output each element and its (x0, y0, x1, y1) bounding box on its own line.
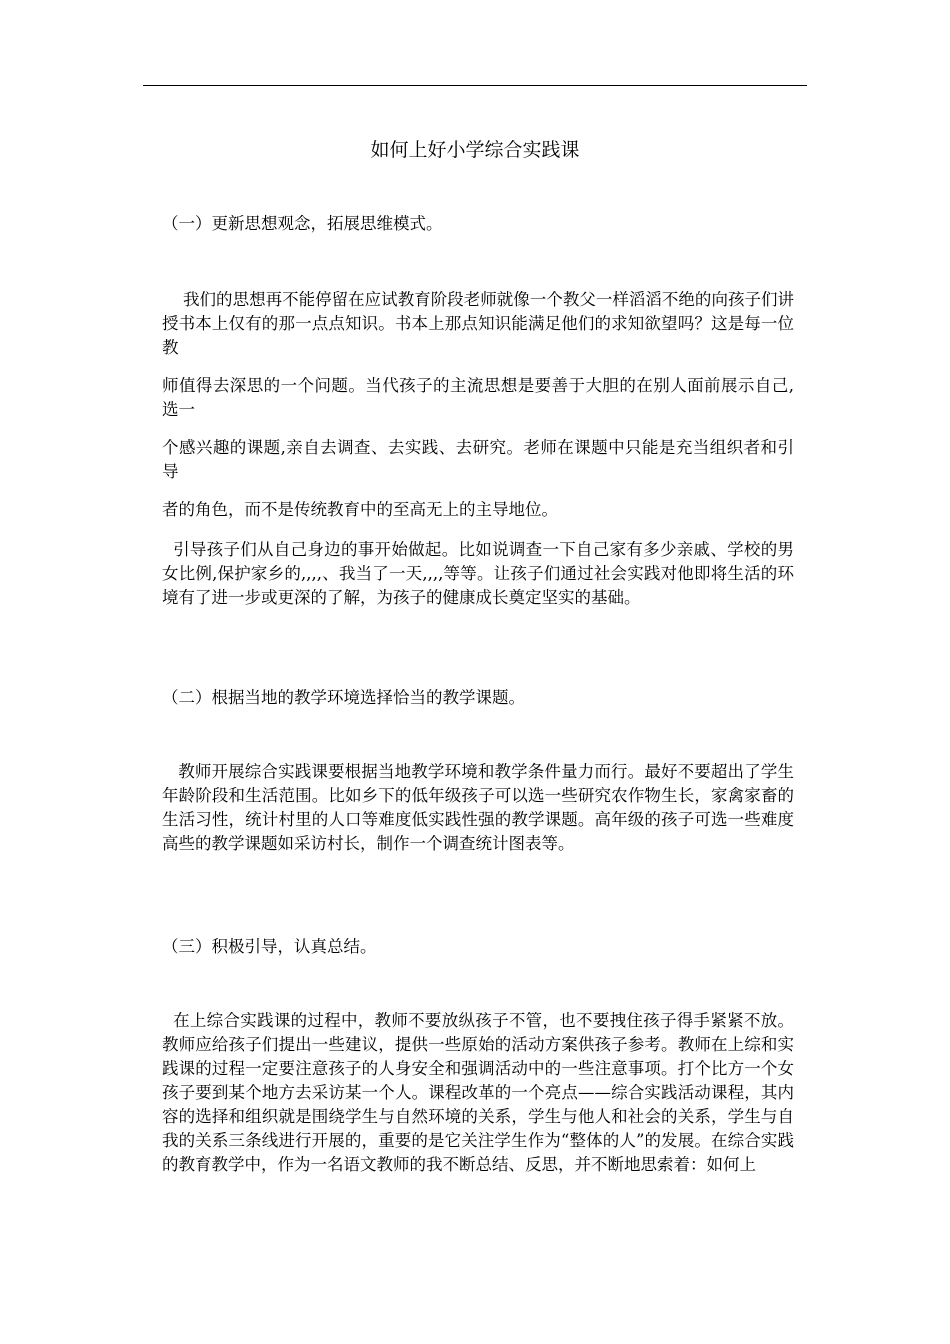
document-title: 如何上好小学综合实践课 (370, 139, 580, 161)
paragraph-7: 在上综合实践课的过程中，教师不要放纵孩子不管，也不要拽住孩子得手紧紧不放。教师应给孩子们提出一些建议，提供一些原始的活动方案供孩子参考。教师在上综和实践课的过程一定要注意孩子的人身安全和强调活动中的一些注意事项。打个比方一个女孩子要到某个地方去采访某一个人。课程改革的一个亮点——综合实践活动课程，其内容的选择和组织就是围绕学生与自然环境的关系，学生与他人和社会的关系，学生与自我的关系三条线进行开展的，重要的是它关注学生作为“整体的人”的发展。在综合实践的教育教学中，作为一名语文教师的我不断总结、反思，并不断地思索着：如何上 (162, 1011, 794, 1174)
header-rule (143, 85, 807, 86)
section-heading-2: （二）根据当地的教学环境选择恰当的教学课题。 (162, 688, 525, 707)
paragraph-6: 教师开展综合实践课要根据当地教学环境和教学条件量力而行。最好不要超出了学生年龄阶段和生活范围。比如乡下的低年级孩子可以选一些研究农作物生长，家禽家畜的生活习性，统计村里的人口等难度低实践性强的教学课题。高年级的孩子可选一些难度高些的教学课题如采访村长，制作一个调查统计图表等。 (162, 762, 794, 853)
paragraph-2: 师值得去深思的一个问题。当代孩子的主流思想是要善于大胆的在别人面前展示自己,选一 (162, 376, 794, 419)
paragraph-5: 引导孩子们从自己身边的事开始做起。比如说调查一下自己家有多少亲戚、学校的男女比例,保护家乡的,,,,、我当了一天,,,,等等。让孩子们通过社会实践对他即将生活的环境有了进一步或更深的了解，为孩子的健康成长奠定坚实的基础。 (162, 540, 794, 607)
paragraph-4: 者的角色，而不是传统教育中的至高无上的主导地位。 (162, 500, 558, 519)
section-heading-1: （一）更新思想观念，拓展思维模式。 (162, 214, 443, 233)
paragraph-3: 个感兴趣的课题,亲自去调查、去实践、去研究。老师在课题中只能是充当组织者和引导 (162, 438, 794, 481)
section-heading-3: （三）积极引导，认真总结。 (162, 937, 377, 956)
paragraph-1: 我们的思想再不能停留在应试教育阶段老师就像一个教父一样滔滔不绝的向孩子们讲授书本上仅有的那一点点知识。书本上那点知识能满足他们的求知欲望吗？这是每一位教 (162, 290, 794, 357)
